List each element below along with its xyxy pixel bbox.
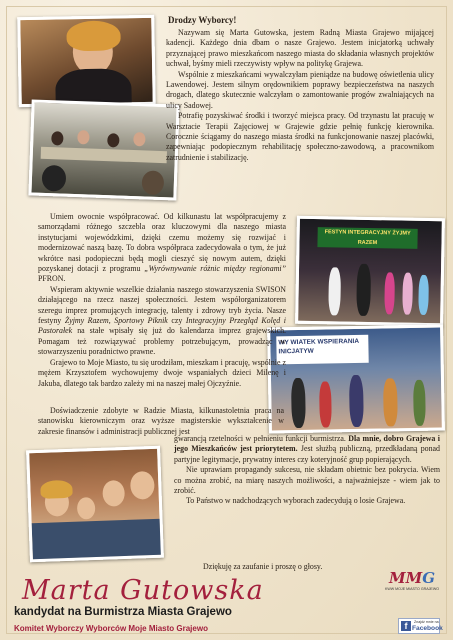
hometown-paragraph: Grajewo to Moje Miasto, tu się urodziłam, mieszkam i pracuję, wspólnie z mężem Krzysztofem wychowujemy dwoje wspaniałych dzieci Milenę i Jakuba, dlatego tak bardzo zależy mi na naszej małej Ojczyźnie. [38, 357, 286, 388]
committee-name: Komitet Wyborczy Wyborców Moje Miasto Grajewo [14, 624, 208, 633]
event-banner: WY WIATEK WSPIERANIA INICJATYW [276, 335, 368, 365]
logo-mark [384, 569, 440, 587]
program-name: „Wyrównywanie różnic między regionami” [144, 264, 286, 274]
candidate-title: kandydat na Burmistrza Miasta Grajewo [14, 606, 232, 618]
intro-paragraph: Potrafię pozyskiwać środki i tworzyć miejsca pracy. Od trzynastu lat pracuję w Warsztacie Terapii Zajęciowej w Grajewie gdzie pełnię funkcję kierownika. Corocznie ściągamy do naszego miasta środki na funkcjonowanie naszej placówki, zapewniając podopiecznym rehabilitację społeczno-zawodową, a pracownikom zatrudnienie i stabilizację. [166, 111, 434, 162]
festival-banner: FESTYN INTEGRACYJNY ŻYJMY RAZEM [317, 227, 417, 249]
elections-paragraph: To Państwo w nadchodzących wyborach zadecydują o losie Grajewa. [186, 496, 406, 506]
promises-paragraph: Nie uprawiam propagandy sukcesu, nie składam obietnic bez pokrycia. Wiem co można zrobić, na miarę naszych możliwości, a najważniejsze - wiem jak to zrobić. [174, 465, 440, 496]
facebook-badge-caption: Znajdź mnie na [414, 620, 439, 624]
program-tail: PFRON. [38, 274, 66, 284]
logo-mark-letters: MM [388, 569, 423, 587]
association-paragraph: Wspieram aktywnie wszelkie działania naszego stowarzyszenia SWISON działającego na rzecz naszej społeczności. Jestem współorganizatorem szeregu imprez promujących integrację, talenty i zdrowy tryb życia. Nasze festyny Żyjmy Razem, Sportowy Piknik czy Integracyjny Przegląd Kolęd i Pastorałek na stałe wpisały się już do kalendarza imprez grajewskich. Pomagam też rozwiązywać problemy potrzebującym, prowadząc w stowarzyszeniu poradnictwo prawne. [38, 284, 287, 357]
logo-mark-letter: G [422, 569, 436, 587]
outdoor-event-photo [267, 324, 445, 433]
signature: Marta Gutowska [22, 575, 264, 606]
experience-paragraph-end [174, 434, 440, 465]
association-text-end: na stałe wpisały się już do kalendarza imprez grajewskich. Pomagam też rozwiązywać problemy potrzebującym, prowadząc w stowarzyszeniu poradnictwo prawne. [38, 326, 287, 357]
festival-stage-photo [295, 216, 445, 327]
family-photo [26, 446, 164, 563]
association-text: Wspieram aktywnie wszelkie działania naszego stowarzyszenia SWISON działającego na rzecz naszej społeczności. Jestem współorganizatorem szeregu imprez promujących integrację, talenty i zdrowy tryb życia. Nasze festyny [38, 284, 286, 326]
experience-text-block [38, 406, 284, 437]
facebook-icon: f [401, 621, 411, 631]
letter-greeting: Drodzy Wyborcy! [168, 15, 237, 25]
facebook-badge[interactable] [398, 618, 443, 634]
priority-statement: Dla mnie, dobro Grajewa i jego Mieszkańców jest priorytetem. [174, 434, 440, 454]
cooperation-text-block [38, 212, 286, 389]
thanks-line: Dziękuję za zaufanie i proszę o głosy. [203, 562, 323, 571]
cooperation-text: Umiem owocnie współpracować. Od kilkunastu lat współpracujemy z samorządami różnego szczebla oraz kluczowymi dla naszego miasta instytucjami wojewódzkimi, dzięki czemu możemy się rozwijać i modernizować naszą bazę. To dobra współpraca zadecydowała o tym, że już wkrótce nasi podopieczni będą mogli cieszyć się nowym autem, dzięki pozyskanej dotacji z programu [38, 212, 286, 274]
event-name: Żyjmy Razem [64, 316, 109, 326]
priority-text: Jest służbą publiczną, przedkładaną ponad partyjne legitymacje, prywatny interes czy koteryjność grup popierających. [174, 444, 440, 464]
facebook-badge-label: Facebook [412, 625, 443, 632]
cooperation-paragraph [38, 212, 286, 285]
intro-text-block [166, 28, 434, 163]
meeting-photo [28, 99, 179, 200]
portrait-photo [17, 15, 156, 107]
experience-text-end: gwarancją rzetelności w pełnieniu funkcji burmistrza. [174, 434, 346, 443]
intro-paragraph: Wspólnie z mieszkańcami wywalczyłam pieniądze na budowę oświetlenia ulicy Lawendowej. Jestem silnym orędownikiem poprawy bezpieczeństwa na naszych drogach, dlatego skutecznie walczyłam o zamontowanie progów zwalniających na ulicy Sadowej. [166, 69, 434, 110]
committee-logo [384, 569, 440, 591]
priorities-text-block [174, 434, 440, 507]
intro-paragraph: Nazywam się Marta Gutowska, jestem Radną Miasta Grajewo mijającej kadencji. Każdego dnia dbam o nasze Grajewo. Jestem inicjatorką uchwały przyznającej prawo mieszkańcom naszego miasta do składania własnych projektów uchwał, byśmy mieli rzeczywisty wpływ na politykę Grajewa. [166, 28, 434, 69]
experience-paragraph: Doświadczenie zdobyte w Radzie Miasta, kilkunastoletnia praca na stanowisku kierowniczym oraz wyższe magisterskie wykształcenie w zakresie finansów i administracji publicznej jest [38, 406, 284, 436]
logo-caption: KWW MOJE MIASTO GRAJEWO [384, 587, 440, 591]
event-name: Integracyjny Przegląd Kolęd i Pastorałek [38, 316, 287, 336]
event-name: Sportowy Piknik [114, 316, 168, 326]
